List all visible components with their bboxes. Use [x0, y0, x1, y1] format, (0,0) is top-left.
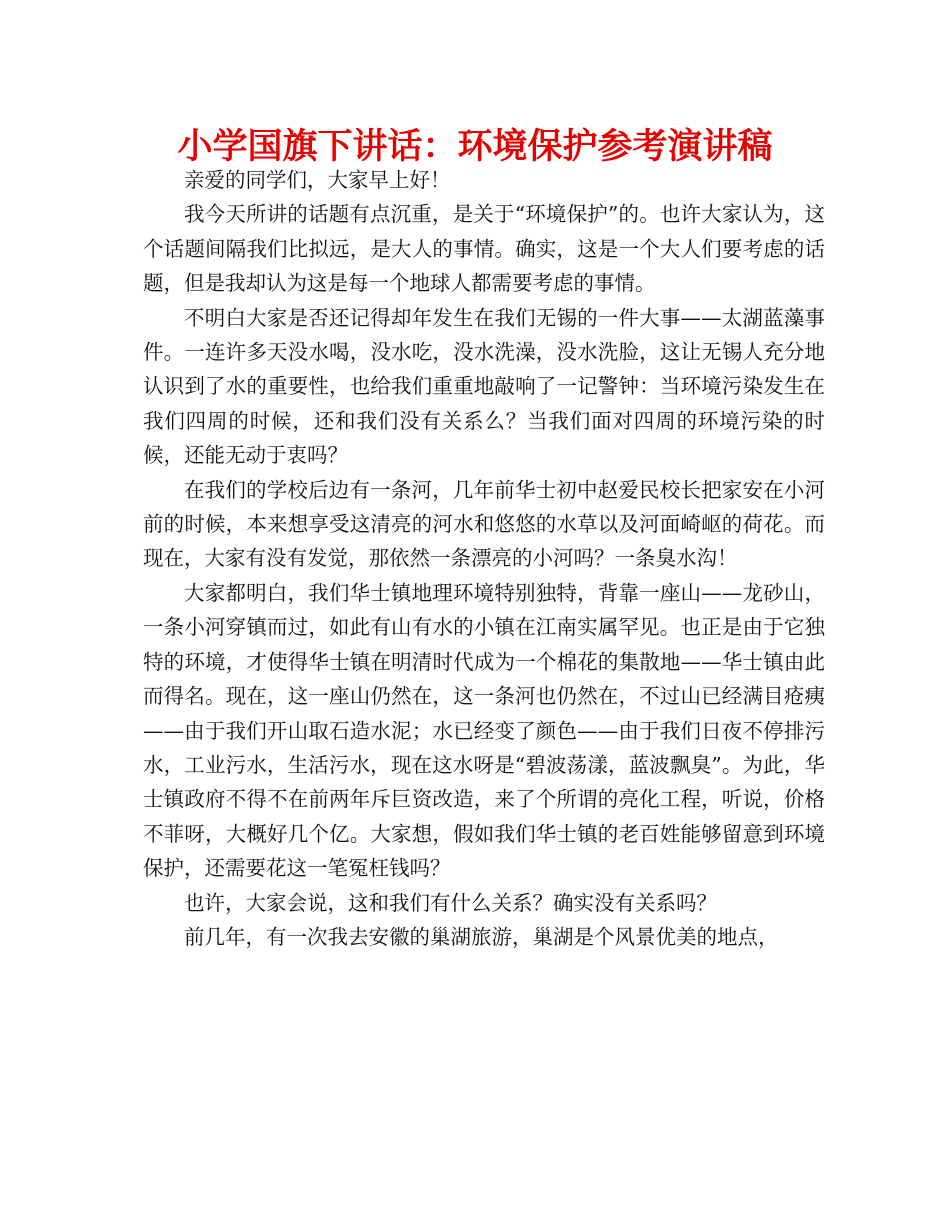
- paragraph: 大家都明白，我们华士镇地理环境特别独特，背靠一座山——龙砂山，一条小河穿镇而过，如此有山有水的小镇在江南实属罕见。也正是由于它独特的环境，才使得华士镇在明清时代成为一个棉花的集散地——华士镇由此而得名。现在，这一座山仍然在，这一条河也仍然在，不过山已经满目疮痍——由于我们开山取石造水泥；水已经变了颜色——由于我们日夜不停排污水，工业污水，生活污水，现在这水呀是“碧波荡漾，蓝波飘臭”。为此，华士镇政府不得不在前两年斥巨资改造，来了个所谓的亮化工程，听说，价格不菲呀，大概好几个亿。大家想，假如我们华士镇的老百姓能够留意到环境保护，还需要花这一笔冤枉钱吗？: [143, 580, 825, 881]
- paragraph: 也许，大家会说，这和我们有什么关系？确实没有关系吗？: [184, 890, 717, 915]
- paragraph-greeting: 亲爱的同学们，大家早上好！: [184, 168, 451, 192]
- document-body: [143, 163, 825, 954]
- document-title: 小学国旗下讲话：环境保护参考演讲稿: [177, 127, 773, 167]
- paragraph: 我今天所讲的话题有点沉重，是关于“环境保护”的。也许大家认为，这个话题间隔我们比拟远，是大人的事情。确实，这是一个大人们要考虑的话题，但是我却认为这是每一个地球人都需要考虑的事情。: [143, 202, 825, 296]
- paragraph: 前几年，有一次我去安徽的巢湖旅游，巢湖是个风景优美的地点，: [184, 924, 779, 949]
- paragraph: 在我们的学校后边有一条河，几年前华士初中赵爱民校长把家安在小河前的时候，本来想享受这清亮的河水和悠悠的水草以及河面崎岖的荷花。而现在，大家有没有发觉，那依然一条漂亮的小河吗？一条臭水沟！: [143, 477, 825, 571]
- paragraph: 不明白大家是否还记得却年发生在我们无锡的一件大事——太湖蓝藻事件。一连许多天没水喝，没水吃，没水洗澡，没水洗脸，这让无锡人充分地认识到了水的重要性，也给我们重重地敲响了一记警钟：当环境污染发生在我们四周的时候，还和我们没有关系么？当我们面对四周的环境污染的时候，还能无动于衷吗？: [143, 305, 825, 468]
